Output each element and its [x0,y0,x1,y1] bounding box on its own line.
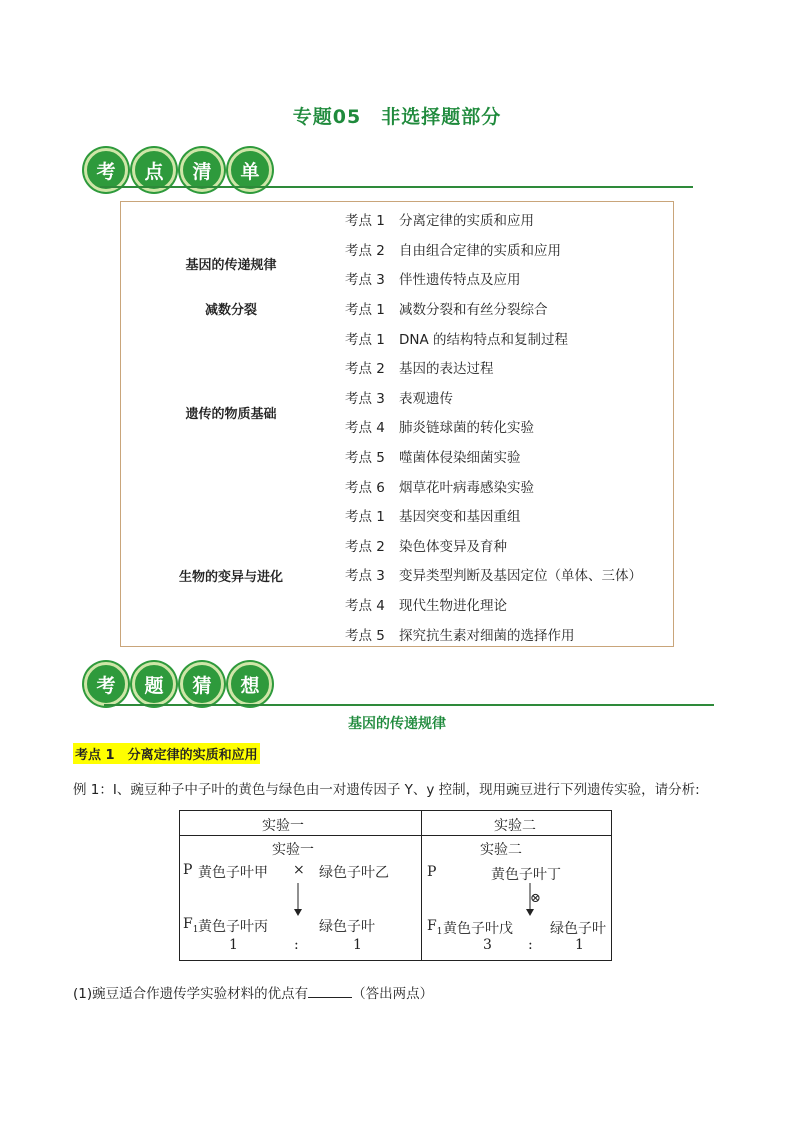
section-divider [104,704,714,706]
kaodian-item: 考点 6 烟草花叶病毒感染实验 [345,480,534,496]
category-label: 减数分裂 [204,303,257,318]
exp2-child1: 黄色子叶戊 [443,921,513,937]
example-text: 例 1：Ⅰ、豌豆种子中子叶的黄色与绿色由一对遗传因子 Y、y 控制，现用豌豆进行下列遗传实验，请分析: [73,782,700,798]
badge-group-kaoti-caixiang [84,662,272,706]
exp2-parent: 黄色子叶丁 [491,867,561,883]
kaodian-item: 考点 5 噬菌体侵染细菌实验 [345,450,521,466]
badge-char: 想 [228,662,272,706]
kaodian-item: 考点 1 DNA 的结构特点和复制过程 [345,332,569,348]
badge-char: 点 [132,148,176,192]
kaodian-item: 考点 1 分离定律的实质和应用 [345,213,534,229]
category-label: 基因的传递规律 [185,258,277,273]
exp2-ratio-colon: : [528,937,533,953]
exp1-ratio-1: 1 [229,937,238,953]
section-divider [100,186,693,188]
exp1-arrow-icon [293,883,303,917]
experiment-table [179,810,612,961]
kaodian-item: 考点 4 现代生物进化理论 [345,598,507,614]
kaodian-item: 考点 3 伴性遗传特点及应用 [345,272,521,288]
kaodian-item: 考点 5 探究抗生素对细菌的选择作用 [345,628,575,644]
exp2-ratio-1: 3 [483,937,492,953]
exp1-child2: 绿色子叶 [319,919,375,935]
badge-char: 题 [132,662,176,706]
badge-char: 考 [84,148,128,192]
category-label: 生物的变异与进化 [178,570,283,585]
section-heading: 基因的传递规律 [348,716,446,732]
header-experiment-2: 实验二 [494,818,536,834]
exp1-parent1: 黄色子叶甲 [198,865,268,881]
page-title: 专题05 非选择题部分 [292,106,502,128]
question-1: (1)豌豆适合作遗传学实验材料的优点有 （答出两点） [73,986,434,1002]
column-divider [421,811,422,960]
kaodian-item: 考点 2 基因的表达过程 [345,361,494,377]
kaodian-item: 考点 4 肺炎链球菌的转化实验 [345,420,534,436]
exp1-parent2: 绿色子叶乙 [319,865,389,881]
badge-char: 清 [180,148,224,192]
exp1-subtitle: 实验一 [272,842,314,858]
exp1-ratio-colon: : [294,937,299,953]
kaodian-item: 考点 2 染色体变异及育种 [345,539,507,555]
exp1-f1-label: $F_1$ [183,916,199,935]
kaodian-item: 考点 1 基因突变和基因重组 [345,509,521,525]
header-experiment-1: 实验一 [262,818,304,834]
exp2-subtitle: 实验二 [480,842,522,858]
kaodian-item: 考点 2 自由组合定律的实质和应用 [345,243,561,259]
category-label: 遗传的物质基础 [185,407,277,422]
exp1-p-label: P [183,862,193,878]
answer-blank[interactable] [308,985,352,998]
exp1-ratio-2: 1 [353,937,362,953]
badge-char: 单 [228,148,272,192]
kaodian-item: 考点 3 表观遗传 [345,391,453,407]
exp2-child2: 绿色子叶 [550,921,606,937]
exp2-ratio-2: 1 [575,937,584,953]
kaodian-item: 考点 3 变异类型判断及基因定位（单体、三体） [345,568,642,584]
experiment-table-header [180,811,611,836]
kaodian-heading: 考点 1 分离定律的实质和应用 [73,743,260,764]
exp2-f1-label: $F_1$ [427,918,443,937]
exp1-cross-sign: × [293,862,305,878]
badge-char: 考 [84,662,128,706]
exp1-child1: 黄色子叶丙 [198,919,268,935]
badge-char: 猜 [180,662,224,706]
exp2-self-cross-icon: ⊗ [530,891,541,906]
kaodian-list-box [120,201,674,647]
kaodian-item: 考点 1 减数分裂和有丝分裂综合 [345,302,548,318]
exp2-p-label: P [427,864,437,880]
